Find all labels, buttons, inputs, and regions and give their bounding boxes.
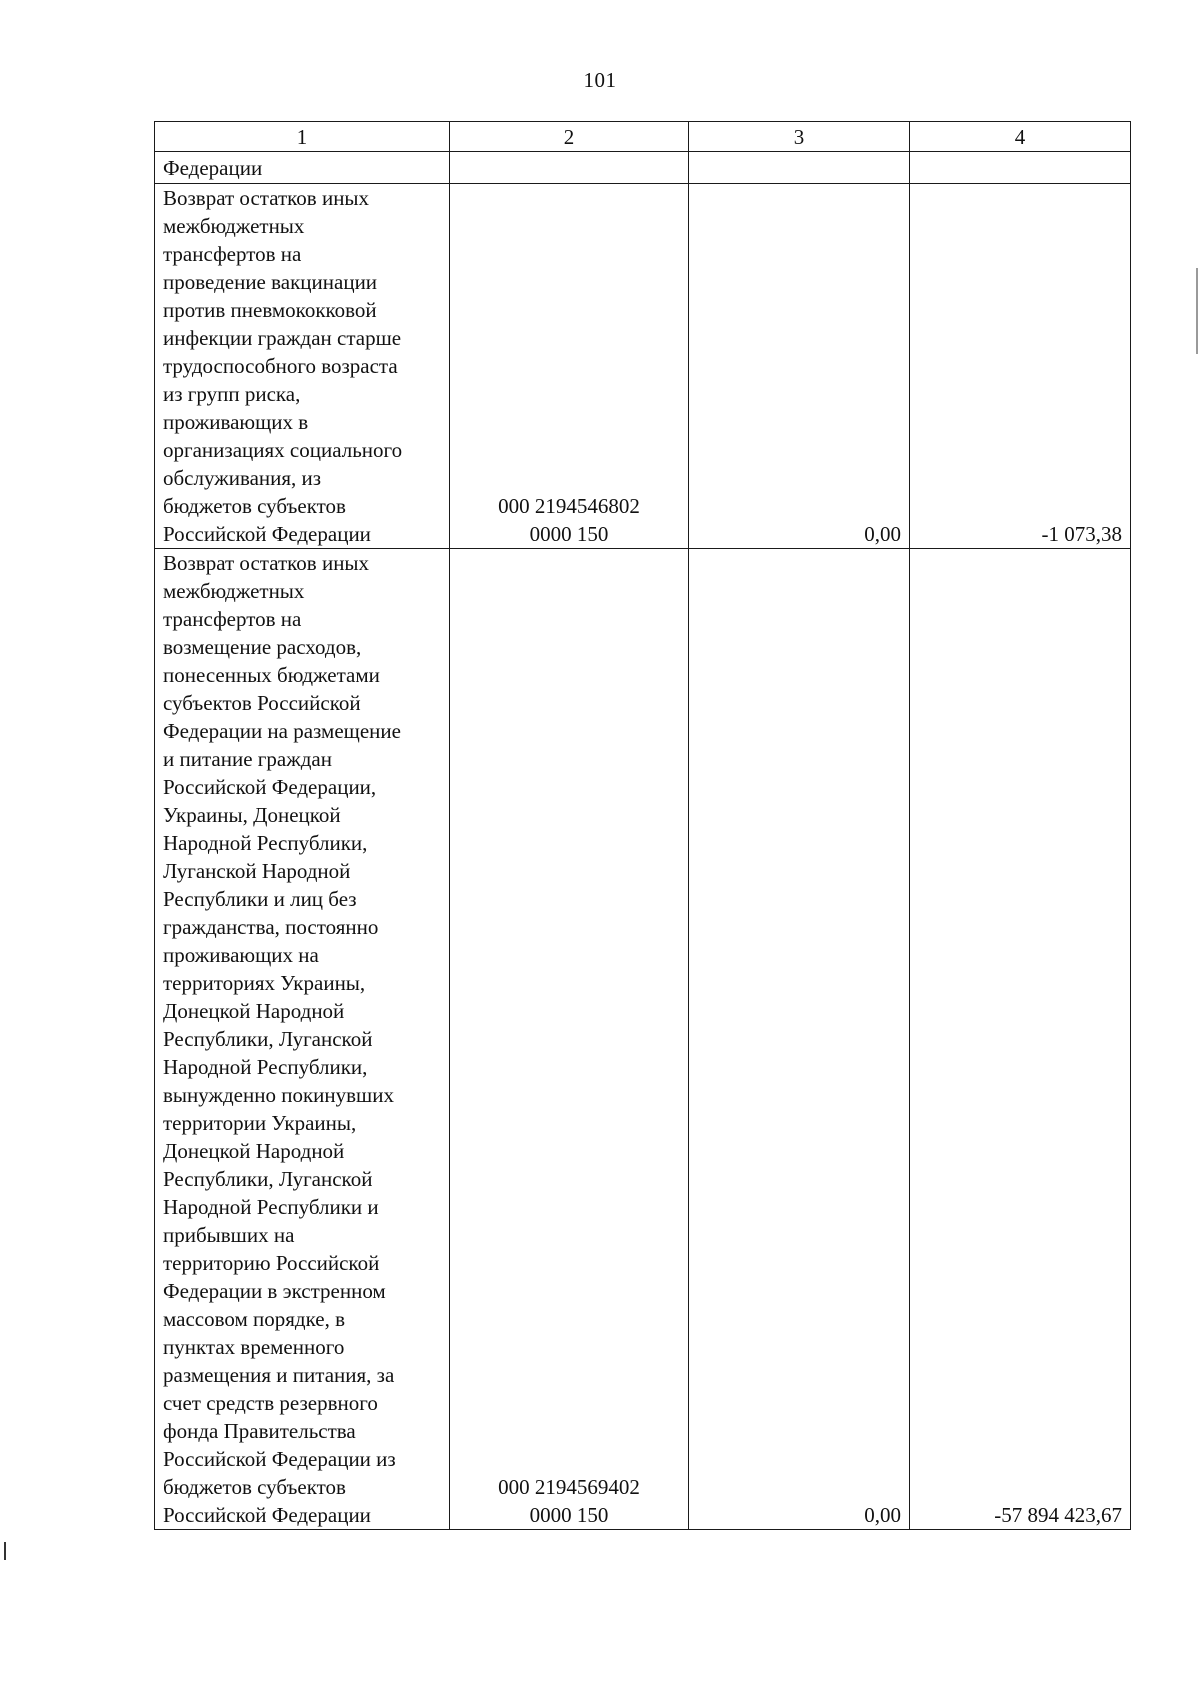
row-value-col4: -1 073,38 [910, 184, 1131, 549]
row-description: Возврат остатков иных межбюджетных трансфертов на проведение вакцинации против пневмококковой инфекции граждан старше трудоспособного возраста из групп риска, проживающих в организациях социального обслуживания, из бюджетов субъектов Российской Федерации [155, 184, 450, 549]
row-description: Возврат остатков иных межбюджетных трансфертов на возмещение расходов, понесенных бюджетами субъектов Российской Федерации на размещение и питание граждан Российской Федерации, Украины, Донецкой Народной Республики, Луганской Народной Республики и лиц без гражданства, постоянно проживающих на территориях Украины, Донецкой Народной Республики, Луганской Народной Республики, вынужденно покинувших территории Украины, Донецкой Народной Республики, Луганской Народной Республики и прибывших на территорию Российской Федерации в экстренном массовом порядке, в пунктах временного размещения и питания, за счет средств резервного фонда Правительства Российской Федерации из бюджетов субъектов Российской Федерации [155, 549, 450, 1530]
row-description: Федерации [155, 152, 450, 184]
scan-artifact [1196, 268, 1198, 354]
table-header-row [155, 122, 1131, 152]
table-row-continuation [155, 152, 1131, 184]
scan-artifact [4, 1542, 6, 1560]
row-value-col3: 0,00 [689, 184, 910, 549]
header-cell-4: 4 [910, 122, 1131, 152]
table-row [155, 184, 1131, 549]
budget-table [154, 121, 1131, 1530]
row-value-col4 [910, 152, 1131, 184]
row-value-col3 [689, 152, 910, 184]
table-row [155, 549, 1131, 1530]
header-cell-1: 1 [155, 122, 450, 152]
header-cell-3: 3 [689, 122, 910, 152]
row-code [450, 152, 689, 184]
row-value-col3: 0,00 [689, 549, 910, 1530]
row-code: 000 2194569402 0000 150 [450, 549, 689, 1530]
header-cell-2: 2 [450, 122, 689, 152]
row-value-col4: -57 894 423,67 [910, 549, 1131, 1530]
page-number: 101 [583, 68, 617, 92]
row-code: 000 2194546802 0000 150 [450, 184, 689, 549]
